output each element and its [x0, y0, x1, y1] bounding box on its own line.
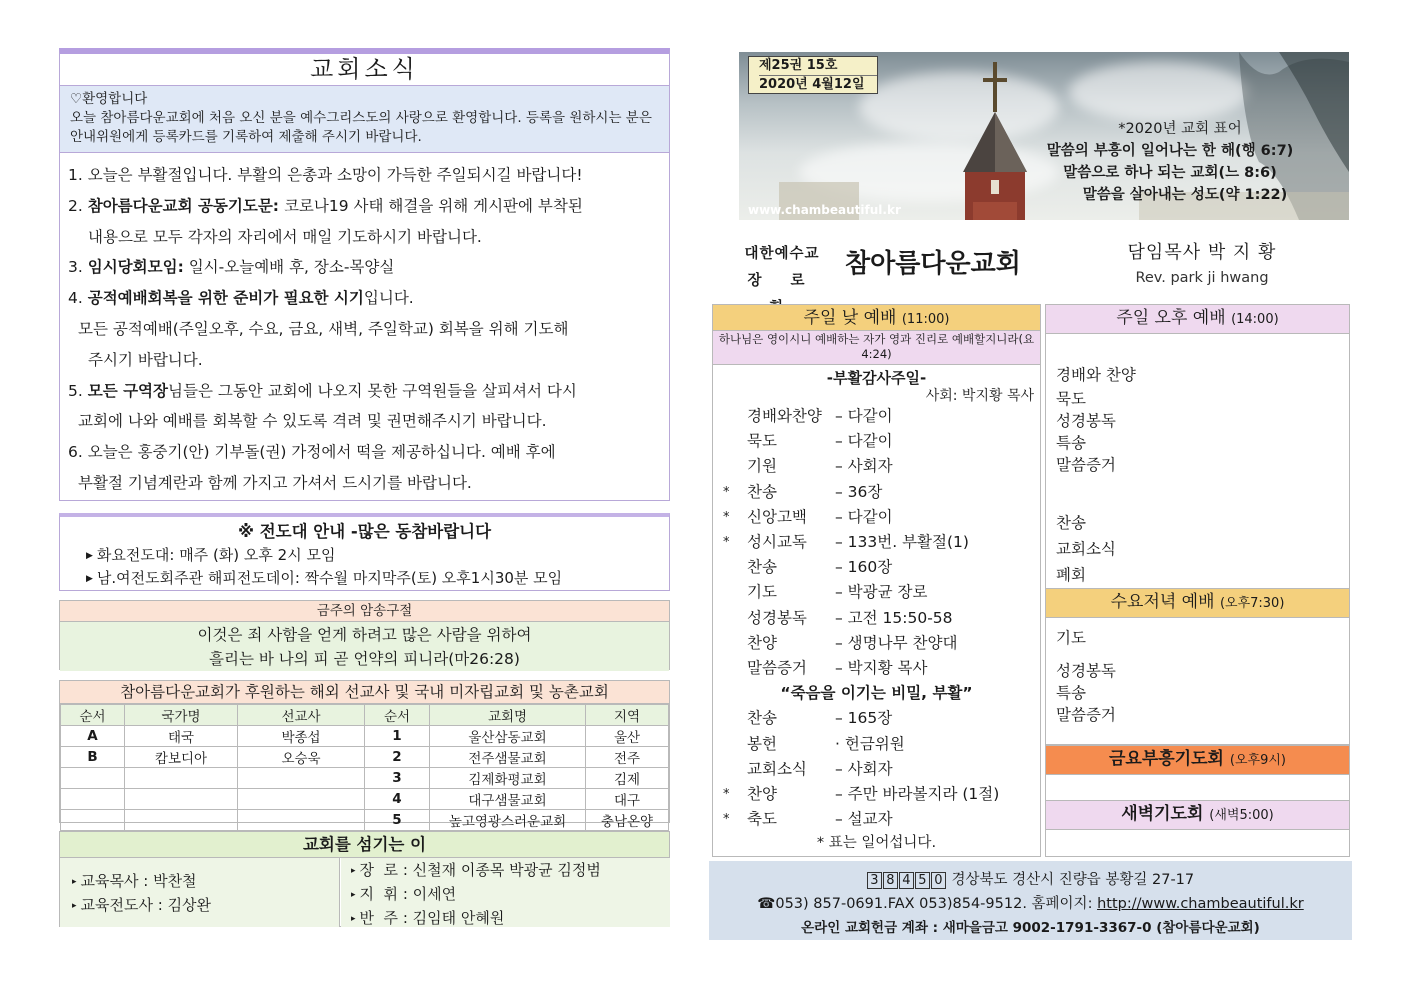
news-item-1: 1. 오늘은 부활절입니다. 부활의 은총과 소망이 가득한 주일되시길 바랍니다! — [68, 166, 583, 184]
sunday-verse: 하나님은 영이시니 예배하는 자가 영과 진리로 예배할지니라(요4:24) — [713, 331, 1040, 365]
list-item: 묵도 — [1056, 390, 1086, 408]
pastor-name-kr: 담임목사 박 지 황 — [1127, 242, 1277, 263]
list-item: 말씀증거 — [1056, 706, 1116, 724]
table-cell — [61, 768, 125, 789]
phone-fax-text: ☎053) 857-0691.FAX 053)854-9512. 홈페이지: — [757, 896, 1093, 912]
order-value: – 다같이 — [835, 507, 893, 526]
worship-order-row — [713, 631, 1040, 656]
triangle-bullet-icon: ▸ — [351, 890, 356, 900]
order-label: 교회소식 — [747, 759, 807, 778]
wednesday-order — [1046, 618, 1349, 726]
sunday-service-title: 주일 낮 예배 — [803, 308, 897, 328]
sunday-service-header — [713, 305, 1040, 331]
afternoon-service-title: 주일 오후 예배 — [1116, 308, 1226, 328]
order-value: – 160장 — [835, 558, 893, 577]
pastor-name-en: Rev. park ji hwang — [1135, 270, 1269, 286]
order-label: 경배와찬양 — [747, 407, 822, 425]
worship-order-row — [713, 757, 1040, 782]
afternoon-service-header — [1046, 305, 1349, 334]
triangle-bullet-icon: ▸ — [72, 901, 77, 911]
news-item-3: 3. 임시당회모임: 일시-오늘예배 후, 장소-목양실 — [68, 258, 395, 277]
missions-box — [59, 680, 670, 830]
evangelism-line-2: ▶ 남.여전도회주관 해피전도데이: 짝수월 마지막주(토) 오후1시30분 모임 — [86, 569, 563, 587]
sunday-service-box — [712, 304, 1041, 857]
motto-title: *2020년 교회 표어 — [1118, 121, 1242, 137]
pastor-info — [1097, 241, 1307, 291]
memory-verse-box — [59, 600, 670, 670]
afternoon-order — [1046, 334, 1349, 588]
homepage-link[interactable]: http://www.chambeautiful.kr — [1097, 896, 1304, 912]
table-cell: 김제화평교회 — [430, 768, 586, 789]
table-row — [61, 768, 669, 789]
volume-number: 제25권 15호 — [759, 57, 877, 76]
worship-order-row — [713, 404, 1040, 429]
header-banner — [739, 52, 1349, 220]
table-cell: 전주 — [586, 747, 669, 768]
news-item-4: 4. 공적예배회복을 위한 준비가 필요한 시기입니다. — [68, 289, 414, 308]
dawn-service-box — [1045, 801, 1350, 857]
standing-mark: * — [723, 484, 730, 500]
table-row — [61, 747, 669, 768]
friday-service-box — [1045, 745, 1350, 801]
news-item-2-cont: 내용으로 모두 각자의 자리에서 매일 기도하시기 바랍니다. — [88, 227, 482, 246]
servant-line: ▸ 교육전도사 : 김상완 — [72, 896, 212, 914]
list-item: 성경봉독 — [1056, 412, 1116, 430]
order-value: – 생명나무 찬양대 — [835, 633, 958, 652]
denomination-line-2: 장 로 — [747, 273, 817, 289]
order-value: – 설교자 — [835, 810, 893, 829]
table-cell: A — [61, 726, 125, 747]
table-cell: 4 — [365, 789, 430, 810]
order-label: 찬송 — [747, 558, 777, 577]
worship-order-row — [713, 706, 1040, 731]
worship-order-row — [713, 480, 1040, 505]
table-cell — [125, 810, 238, 831]
table-header: 순서 — [365, 705, 430, 726]
order-label: 묵도 — [747, 432, 777, 451]
order-value: – 고전 15:50-58 — [835, 608, 953, 627]
list-item: 교회소식 — [1056, 540, 1116, 558]
order-label: 찬송 — [747, 482, 777, 501]
servants-box — [59, 831, 670, 927]
issue-info — [748, 56, 878, 94]
table-cell: 오승욱 — [238, 747, 365, 768]
missions-title: 참아름다운교회가 후원하는 해외 선교사 및 국내 미자립교회 및 농촌교회 — [60, 681, 669, 704]
worship-order-row — [713, 429, 1040, 454]
news-item-4-cont2: 주시기 바랍니다. — [88, 350, 203, 369]
table-header: 순서 — [61, 705, 125, 726]
sunday-service-time: (11:00) — [901, 312, 950, 327]
motto-line: 말씀을 살아내는 성도(약 1:22) — [1082, 187, 1288, 203]
evangelism-title: ※ 전도대 안내 -많은 동참바랍니다 — [237, 522, 492, 541]
news-item-5: 5. 모든 구역장님들은 그동안 교회에 나오지 못한 구역원들을 살피셔서 다시 — [68, 381, 577, 400]
table-cell: 캄보디아 — [125, 747, 238, 768]
list-item: 특송 — [1056, 434, 1086, 452]
motto-line: 말씀으로 하나 되는 교회(느 8:6) — [1063, 165, 1277, 181]
dawn-service-title: 새벽기도회 — [1121, 804, 1204, 824]
table-cell: 대구샘물교회 — [430, 789, 586, 810]
order-value: – 사회자 — [835, 457, 893, 476]
memory-verse-title: 금주의 암송구절 — [60, 601, 669, 622]
standing-note: * 표는 일어섭니다. — [816, 835, 937, 852]
church-name: 참아름다운교회 — [845, 249, 1021, 279]
evangelism-box — [59, 513, 670, 591]
sermon-title-text: “죽음을 이기는 비밀, 부활” — [780, 684, 973, 703]
table-cell: 울산삼동교회 — [430, 726, 586, 747]
missions-table — [60, 704, 669, 831]
list-item: 말씀증거 — [1056, 456, 1116, 474]
list-item: 기도 — [1056, 629, 1086, 647]
worship-order-row — [713, 530, 1040, 555]
order-label: 찬양 — [747, 633, 777, 652]
table-cell: 3 — [365, 768, 430, 789]
worship-order-row — [713, 454, 1040, 479]
memory-verse-line-1: 이것은 죄 사함을 얻게 하려고 많은 사람을 위하여 — [197, 626, 532, 644]
table-header: 지역 — [586, 705, 669, 726]
table-row — [61, 726, 669, 747]
order-value: – 133번. 부활절(1) — [835, 533, 969, 552]
welcome-text: 오늘 참아름다운교회에 처음 오신 분을 예수그리스도의 사랑으로 환영합니다. 등록을 원하시는 분은 안내위원에게 등록카드를 기록하여 제출해 주시기 바랍니다. — [70, 110, 652, 145]
sunday-subtitle: -부활감사주일- — [826, 369, 927, 387]
afternoon-service-box — [1045, 304, 1350, 589]
worship-order-row — [713, 782, 1040, 807]
standing-mark: * — [723, 812, 730, 828]
order-value: – 박지황 목사 — [835, 659, 928, 678]
issue-date: 2020년 4월12일 — [759, 77, 865, 92]
afternoon-service-time: (14:00) — [1231, 312, 1279, 327]
standing-mark: * — [723, 787, 730, 803]
zip-code: 3 8 4 5 0 — [867, 872, 952, 888]
table-cell: B — [61, 747, 125, 768]
footer-address — [709, 868, 1352, 892]
table-header-row — [61, 705, 669, 726]
order-label: 기도 — [747, 583, 777, 602]
table-cell: 2 — [365, 747, 430, 768]
table-cell — [125, 768, 238, 789]
wednesday-service-time: (오후7:30) — [1219, 596, 1285, 611]
table-cell: 김제 — [586, 768, 669, 789]
order-value: – 주만 바라볼지라 (1절) — [835, 785, 1000, 804]
table-row — [61, 810, 669, 831]
friday-service-title: 금요부흥기도회 — [1109, 749, 1224, 769]
address-text: 경상북도 경산시 진량읍 봉황길 27-17 — [951, 872, 1195, 888]
order-value: – 165장 — [835, 709, 893, 728]
wednesday-service-box — [1045, 589, 1350, 745]
order-label: 찬송 — [747, 709, 777, 728]
evangelism-line-1: ▶ 화요전도대: 매주 (화) 오후 2시 모임 — [86, 546, 336, 564]
welcome-title: ♡환영합니다 — [70, 91, 148, 107]
worship-order-row — [713, 606, 1040, 631]
order-label: 신앙고백 — [747, 507, 807, 526]
list-item: 성경봉독 — [1056, 662, 1116, 680]
servant-line: ▸ 교육목사 : 박찬철 — [72, 872, 197, 890]
order-value: – 다같이 — [835, 432, 893, 451]
welcome-message — [60, 86, 669, 153]
order-value: · 헌금위원 — [835, 734, 905, 753]
triangle-bullet-icon: ▸ — [351, 866, 356, 876]
order-label: 봉헌 — [747, 734, 777, 753]
table-cell — [125, 789, 238, 810]
worship-order — [713, 404, 1040, 681]
table-cell: 1 — [365, 726, 430, 747]
triangle-bullet-icon: ▶ — [86, 551, 93, 561]
news-item-2: 2. 참아름다운교회 공동기도문: 코로나19 사태 해결을 위해 게시판에 부착된 — [68, 196, 583, 215]
list-item: 경배와 찬양 — [1056, 366, 1136, 384]
order-value: – 36장 — [835, 482, 883, 501]
table-row — [61, 789, 669, 810]
wednesday-service-title: 수요저녁 예배 — [1110, 592, 1215, 612]
list-item: 폐회 — [1056, 566, 1086, 584]
table-header: 선교사 — [238, 705, 365, 726]
standing-mark: * — [723, 535, 730, 551]
news-list — [60, 153, 669, 499]
church-motto — [1035, 118, 1305, 206]
worship-order-row — [713, 505, 1040, 530]
table-cell: 높고영광스러운교회 — [430, 810, 586, 831]
dawn-service-header — [1046, 801, 1349, 830]
memory-verse-body — [60, 622, 669, 671]
table-cell — [238, 810, 365, 831]
church-news-title: 교회소식 — [60, 54, 669, 86]
news-item-6-cont: 부활절 기념계란과 함께 가지고 가셔서 드시기를 바랍니다. — [78, 473, 472, 492]
triangle-bullet-icon: ▸ — [351, 914, 356, 924]
list-item: 찬송 — [1056, 514, 1086, 532]
order-value: – 다같이 — [835, 407, 893, 425]
table-cell: 울산 — [586, 726, 669, 747]
order-label: 성시교독 — [747, 533, 807, 552]
servants-right — [341, 858, 670, 927]
memory-verse-line-2: 흘리는 바 나의 피 곧 언약의 피니라(마26:28) — [209, 650, 520, 668]
motto-line: 말씀의 부흥이 일어나는 한 해(행 6:7) — [1046, 143, 1294, 159]
footer-contact — [709, 892, 1352, 916]
worship-order-row — [713, 732, 1040, 757]
worship-order-row — [713, 807, 1040, 832]
friday-service-time: (오후9시) — [1229, 753, 1286, 768]
sunday-leader: 사회: 박지황 목사 — [925, 388, 1034, 404]
table-cell: 전주샘물교회 — [430, 747, 586, 768]
donation-account: 온라인 교회헌금 계좌 : 새마을금고 9002-1791-3367-0 (참아름다운교회) — [801, 920, 1260, 936]
order-value: – 사회자 — [835, 759, 893, 778]
dawn-service-time: (새벽5:00) — [1209, 808, 1274, 823]
worship-order-row — [713, 656, 1040, 681]
standing-mark: * — [723, 509, 730, 525]
order-label: 성경봉독 — [747, 608, 807, 627]
denomination-line-1: 대한예수교 — [744, 246, 820, 262]
table-cell: 충남온양 — [586, 810, 669, 831]
servant-line: ▸ 반 주 : 김임태 안혜원 — [351, 909, 505, 927]
news-item-4-cont: 모든 공적예배(주일오후, 수요, 금요, 새벽, 주일학교) 회복을 위해 기도해 — [78, 319, 569, 338]
order-label: 찬양 — [747, 785, 777, 804]
servant-line: ▸ 장 로 : 신철재 이종목 박광균 김정범 — [351, 861, 601, 879]
table-cell — [238, 768, 365, 789]
table-cell — [61, 789, 125, 810]
servants-left — [60, 858, 340, 927]
order-label: 말씀증거 — [747, 659, 807, 678]
footer — [709, 861, 1352, 940]
sermon-title — [713, 681, 1040, 706]
triangle-bullet-icon: ▶ — [86, 574, 93, 584]
order-label: 축도 — [747, 810, 777, 829]
news-item-5-cont: 교회에 나와 예배를 회복할 수 있도록 격려 및 권면해주시기 바랍니다. — [78, 412, 547, 431]
table-cell: 5 — [365, 810, 430, 831]
table-cell — [238, 789, 365, 810]
servant-line: ▸ 지 휘 : 이세연 — [351, 885, 457, 903]
order-value: – 박광균 장로 — [835, 583, 928, 602]
friday-service-header — [1046, 746, 1349, 775]
triangle-bullet-icon: ▸ — [72, 877, 77, 887]
worship-order-row — [713, 580, 1040, 605]
servants-title: 교회를 섬기는 이 — [60, 832, 669, 858]
worship-order-2 — [713, 706, 1040, 832]
table-cell: 태국 — [125, 726, 238, 747]
banner-url[interactable]: www.chambeautiful.kr — [748, 203, 901, 217]
table-cell: 대구 — [586, 789, 669, 810]
news-item-6: 6. 오늘은 홍중기(안) 기부돌(권) 가정에서 떡을 제공하십니다. 예배 후에 — [68, 443, 556, 462]
table-header: 교회명 — [430, 705, 586, 726]
worship-order-row — [713, 555, 1040, 580]
wednesday-service-header — [1046, 589, 1349, 618]
church-news-box — [59, 48, 670, 501]
table-cell: 박종섭 — [238, 726, 365, 747]
table-header: 국가명 — [125, 705, 238, 726]
order-label: 기원 — [747, 457, 777, 476]
table-cell — [61, 810, 125, 831]
list-item: 특송 — [1056, 684, 1086, 702]
